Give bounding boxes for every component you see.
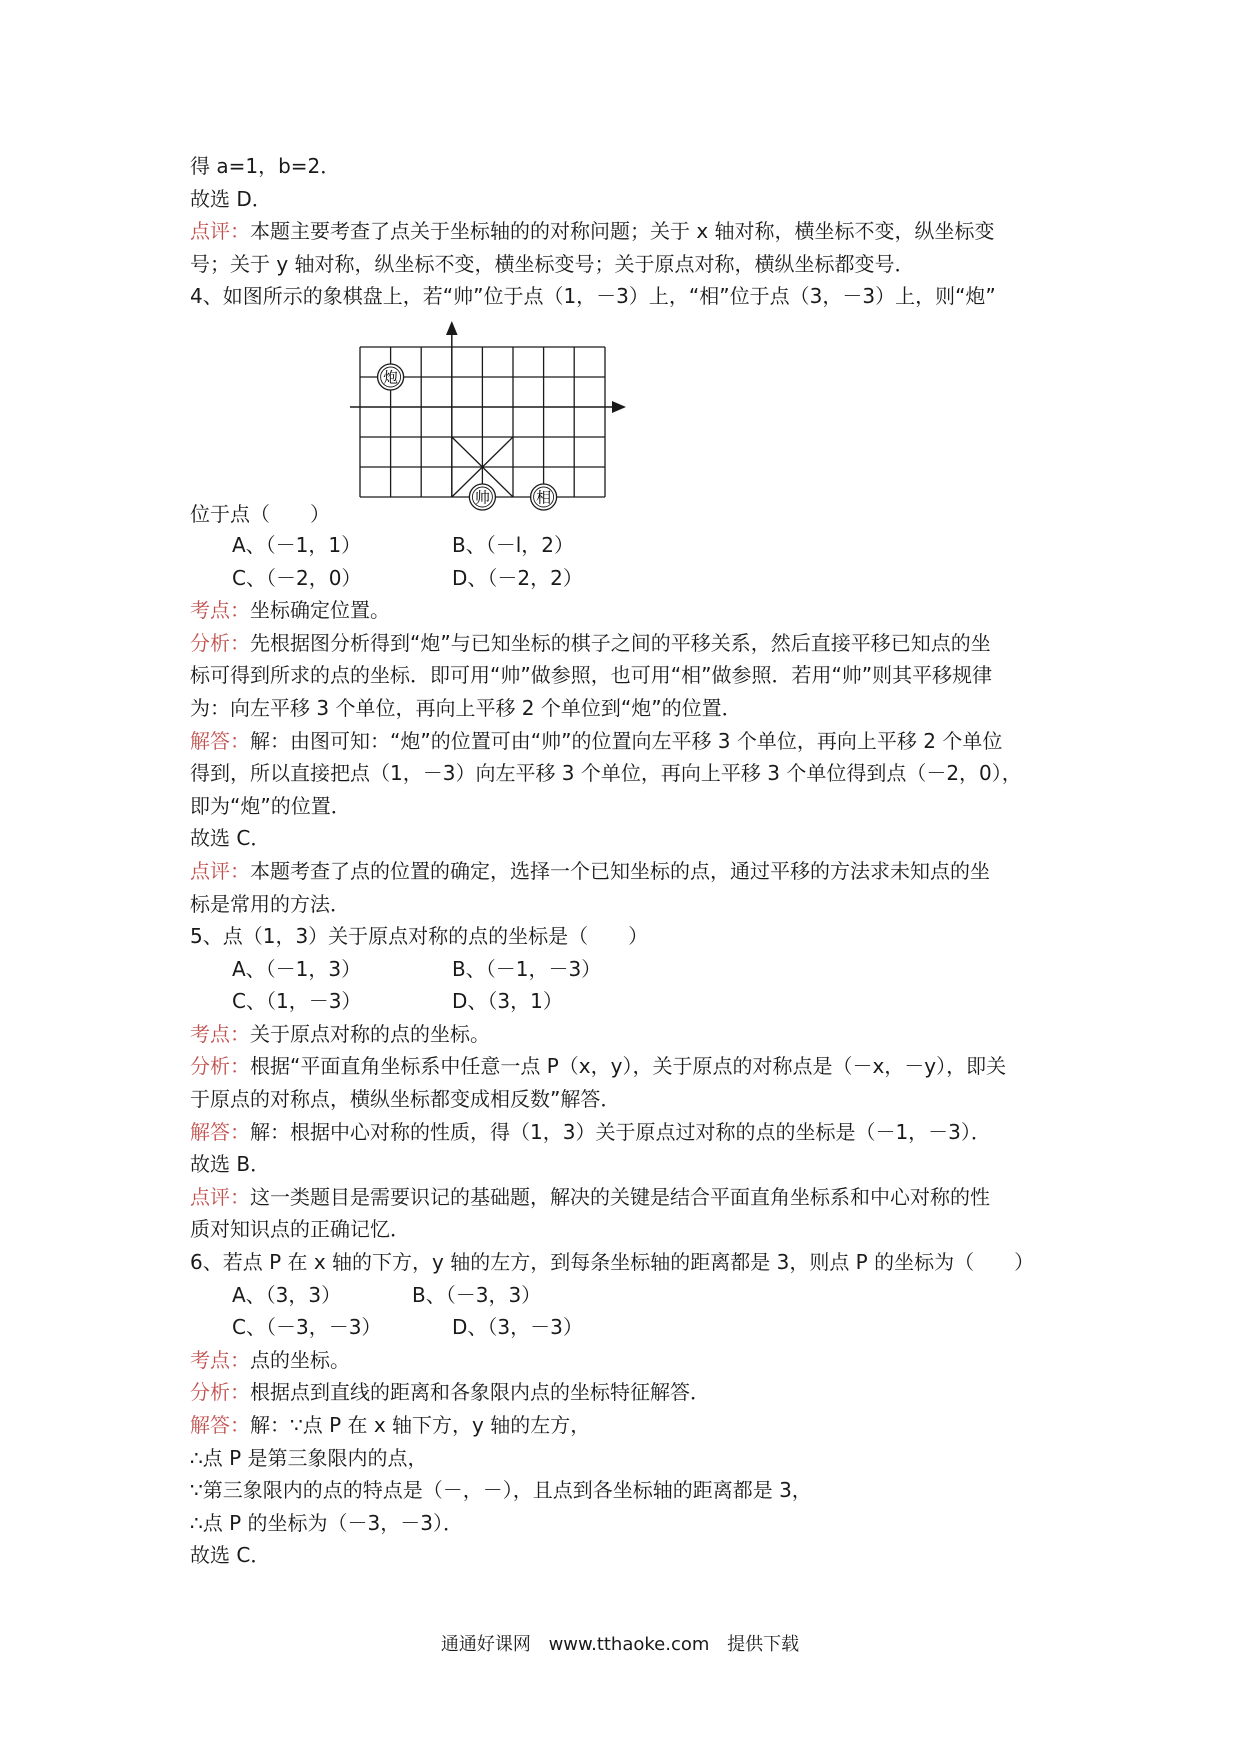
q5-review-cont: 质对知识点的正确记忆． <box>190 1217 410 1242</box>
q5-review: 点评：这一类题目是需要识记的基础题，解决的关键是结合平面直角坐标系和中心对称的性 <box>190 1184 990 1209</box>
q4-option-b: B、（－l，2） <box>452 532 575 557</box>
q6-kaodian: 考点：点的坐标。 <box>190 1347 350 1372</box>
q4-option-d: D、（－2，2） <box>452 565 583 590</box>
q4-analysis: 分析：先根据图分析得到“炮”与已知坐标的棋子之间的平移关系，然后直接平移已知点的坐 <box>190 630 991 655</box>
analysis-label: 分析： <box>190 630 250 655</box>
q4-review-cont: 标是常用的方法． <box>190 891 350 916</box>
solution-label: 解答： <box>190 1119 250 1144</box>
q5-kaodian: 考点：关于原点对称的点的坐标。 <box>190 1021 490 1046</box>
q5-option-c: C、（1，－3） <box>232 989 362 1014</box>
q5-answer: 故选 B． <box>190 1152 271 1177</box>
footer-download: 提供下载 <box>727 1634 800 1655</box>
kaodian-label: 考点： <box>190 1347 250 1372</box>
analysis-label: 分析： <box>190 1054 250 1079</box>
footer-site-name: 通通好课网 <box>440 1634 531 1655</box>
x-axis-arrow-icon <box>612 401 626 413</box>
q3-review: 点评：本题主要考查了点关于坐标轴的的对称问题；关于 x 轴对称，横坐标不变，纵坐标变 <box>190 219 995 244</box>
svg-text:帅: 帅 <box>474 488 490 507</box>
q6-option-d: D、（3，－3） <box>452 1315 583 1340</box>
footer-url[interactable]: www.tthaoke.com <box>548 1634 710 1655</box>
q4-kaodian: 考点：坐标确定位置。 <box>190 598 390 623</box>
svg-text:相: 相 <box>536 488 552 507</box>
page-footer <box>0 1630 1240 1656</box>
q4-solution-cont: 得到，所以直接把点（1，－3）向左平移 3 个单位，再向上平移 3 个单位得到点（－2，0）， <box>190 761 1022 786</box>
q6-analysis: 分析：根据点到直线的距离和各象限内点的坐标特征解答． <box>190 1380 710 1405</box>
review-label: 点评： <box>190 858 250 883</box>
q3-solution-line: 得 a=1，b=2． <box>190 154 341 178</box>
review-label: 点评： <box>190 219 250 244</box>
q6-answer: 故选 C． <box>190 1543 271 1568</box>
q6-solution-cont: ∴点 P 是第三象限内的点， <box>190 1445 428 1470</box>
q4-solution-cont2: 即为“炮”的位置． <box>190 793 351 818</box>
review-label: 点评： <box>190 1184 250 1209</box>
solution-label: 解答： <box>190 1413 250 1437</box>
svg-text:炮: 炮 <box>383 368 399 387</box>
q5-options-cd <box>190 985 1070 1018</box>
q4-options-ab <box>190 529 1070 562</box>
q6-option-b: B、（－3，3） <box>412 1282 542 1307</box>
q4-option-c: C、（－2，0） <box>232 565 362 590</box>
q6-solution-cont3: ∴点 P 的坐标为（－3，－3）． <box>190 1510 463 1535</box>
q4-stem-cont: 位于点（ ） <box>190 502 330 527</box>
q4-options-cd <box>190 562 1070 595</box>
coordinate-axes <box>350 329 612 497</box>
piece-xiang <box>531 484 557 510</box>
q5-analysis-cont: 于原点的对称点，横纵坐标都变成相反数”解答． <box>190 1087 621 1112</box>
q5-option-b: B、（－1，－3） <box>452 956 602 981</box>
q4-stem: 4、如图所示的象棋盘上，若“帅”位于点（1，－3）上，“相”位于点（3，－3）上，则“炮” <box>190 284 996 309</box>
q4-figure-row <box>190 313 1070 529</box>
y-axis-arrow-icon <box>446 321 458 335</box>
q5-analysis: 分析：根据“平面直角坐标系中任意一点 P（x，y），关于原点的对称点是（－x，－y），即关 <box>190 1054 1007 1079</box>
analysis-label: 分析： <box>190 1380 250 1405</box>
q6-options-cd <box>190 1311 1070 1344</box>
q6-solution-cont2: ∵第三象限内的点的特点是（－，－），且点到各坐标轴的距离都是 3， <box>190 1478 812 1503</box>
q5-option-d: D、（3，1） <box>452 989 563 1014</box>
q4-solution: 解答：解：由图可知：“炮”的位置可由“帅”的位置向左平移 3 个单位，再向上平移 2 个单位 <box>190 728 1003 753</box>
q6-option-a: A、（3，3） <box>232 1282 342 1307</box>
kaodian-label: 考点： <box>190 1021 250 1046</box>
q4-review: 点评：本题考查了点的位置的确定，选择一个已知坐标的点，通过平移的方法求未知点的坐 <box>190 858 990 883</box>
q5-stem: 5、点（1，3）关于原点对称的点的坐标是（ ） <box>190 924 649 949</box>
q6-options-ab <box>190 1279 1070 1312</box>
chess-board-figure <box>350 321 640 531</box>
q6-stem: 6、若点 P 在 x 轴的下方，y 轴的左方，到每条坐标轴的距离都是 3，则点 P 的坐标为（ ） <box>190 1250 1035 1275</box>
kaodian-label: 考点： <box>190 598 250 623</box>
q6-option-c: C、（－3，－3） <box>232 1315 382 1340</box>
q3-review-cont: 号；关于 y 轴对称，纵坐标不变，横坐标变号；关于原点对称，横纵坐标都变号． <box>190 251 915 276</box>
solution-label: 解答： <box>190 728 250 753</box>
piece-pao <box>378 364 404 390</box>
q6-solution: 解答：解：∵点 P 在 x 轴下方，y 轴的左方， <box>190 1413 591 1437</box>
q5-option-a: A、（－1，3） <box>232 956 362 981</box>
q4-analysis-cont: 标可得到所求的点的坐标．即可用“帅”做参照，也可用“相”做参照．若用“帅”则其平移规律 <box>190 663 993 688</box>
q5-solution: 解答：解：根据中心对称的性质，得（1，3）关于原点过对称的点的坐标是（－1，－3）． <box>190 1119 991 1144</box>
q5-options-ab <box>190 953 1070 986</box>
q4-option-a: A、（－1，1） <box>232 532 362 557</box>
q3-answer: 故选 D． <box>190 186 272 211</box>
q4-answer: 故选 C． <box>190 826 271 851</box>
piece-shuai <box>469 484 495 510</box>
q4-analysis-cont2: 为：向左平移 3 个单位，再向上平移 2 个单位到“炮”的位置． <box>190 695 742 720</box>
document-body <box>190 150 1070 1572</box>
